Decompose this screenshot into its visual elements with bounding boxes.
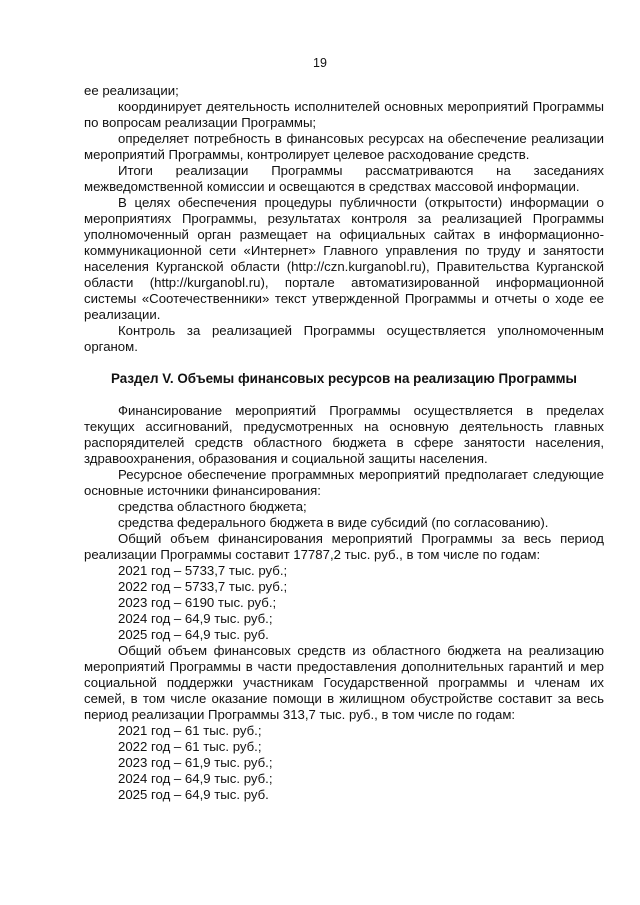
paragraph: Общий объем финансовых средств из областного бюджета на реализацию мероприятий Программы в части предоставления дополнительных гарантий и мер социальной поддержки участникам Государственной программы и членам их семей, в том числе оказание помощи в жилищном обустройстве составит за весь период реализации Программы 313,7 тыс. руб., в том числе по годам: — [84, 643, 604, 722]
year-amount: 2022 год – 61 тыс. руб.; — [118, 739, 262, 754]
spacer — [84, 355, 604, 371]
section-heading: Раздел V. Объемы финансовых ресурсов на реализацию Программы — [111, 371, 577, 386]
year-amount: 2021 год – 61 тыс. руб.; — [118, 723, 262, 738]
paragraph: Итоги реализации Программы рассматриваются на заседаниях межведомственной комиссии и освещаются в средствах массовой информации. — [84, 163, 604, 194]
paragraph: Общий объем финансирования мероприятий Программы за весь период реализации Программы составит 17787,2 тыс. руб., в том числе по годам: — [84, 531, 604, 562]
paragraph: координирует деятельность исполнителей основных мероприятий Программы по вопросам реализации Программы; — [84, 99, 604, 130]
paragraph: Контроль за реализацией Программы осуществляется уполномоченным органом. — [84, 323, 604, 354]
year-amount: 2025 год – 64,9 тыс. руб. — [118, 627, 269, 642]
year-amount: 2025 год – 64,9 тыс. руб. — [118, 787, 269, 802]
list-item: средства областного бюджета; — [118, 499, 307, 514]
page-number: 19 — [313, 56, 327, 70]
year-amount: 2023 год – 61,9 тыс. руб.; — [118, 755, 273, 770]
year-amount: 2021 год – 5733,7 тыс. руб.; — [118, 563, 288, 578]
paragraph: определяет потребность в финансовых ресурсах на обеспечение реализации мероприятий Программы, контролирует целевое расходование средств. — [84, 131, 604, 162]
paragraph: Финансирование мероприятий Программы осуществляется в пределах текущих ассигнований, предусмотренных на основную деятельность главных распорядителей средств областного бюджета в сфере занятости населения, здравоохранения, образования и социальной защиты населения. — [84, 403, 604, 466]
year-amount: 2022 год – 5733,7 тыс. руб.; — [118, 579, 288, 594]
year-amount: 2024 год – 64,9 тыс. руб.; — [118, 611, 273, 626]
paragraph: ее реализации; — [84, 83, 179, 98]
paragraph: В целях обеспечения процедуры публичности (открытости) информации о мероприятиях Программы, результатах контроля за реализацией Программы уполномоченный орган размещает на официальных сайтах в информационно-коммуникационной сети «Интернет» Главного управления по труду и занятости населения Курганской области (http://czn.kurganobl.ru), Правительства Курганской области (http://kurganobl.ru), портале автоматизированной информационной системы «Соотечественники» текст утвержденной Программы и отчеты о ходе ее реализации. — [84, 195, 604, 322]
year-amount: 2024 год – 64,9 тыс. руб.; — [118, 771, 273, 786]
paragraph: Ресурсное обеспечение программных мероприятий предполагает следующие основные источники финансирования: — [84, 467, 604, 498]
spacer — [84, 387, 604, 403]
document-body — [84, 83, 604, 803]
year-amount: 2023 год – 6190 тыс. руб.; — [118, 595, 277, 610]
list-item: средства федерального бюджета в виде субсидий (по согласованию). — [118, 515, 549, 530]
